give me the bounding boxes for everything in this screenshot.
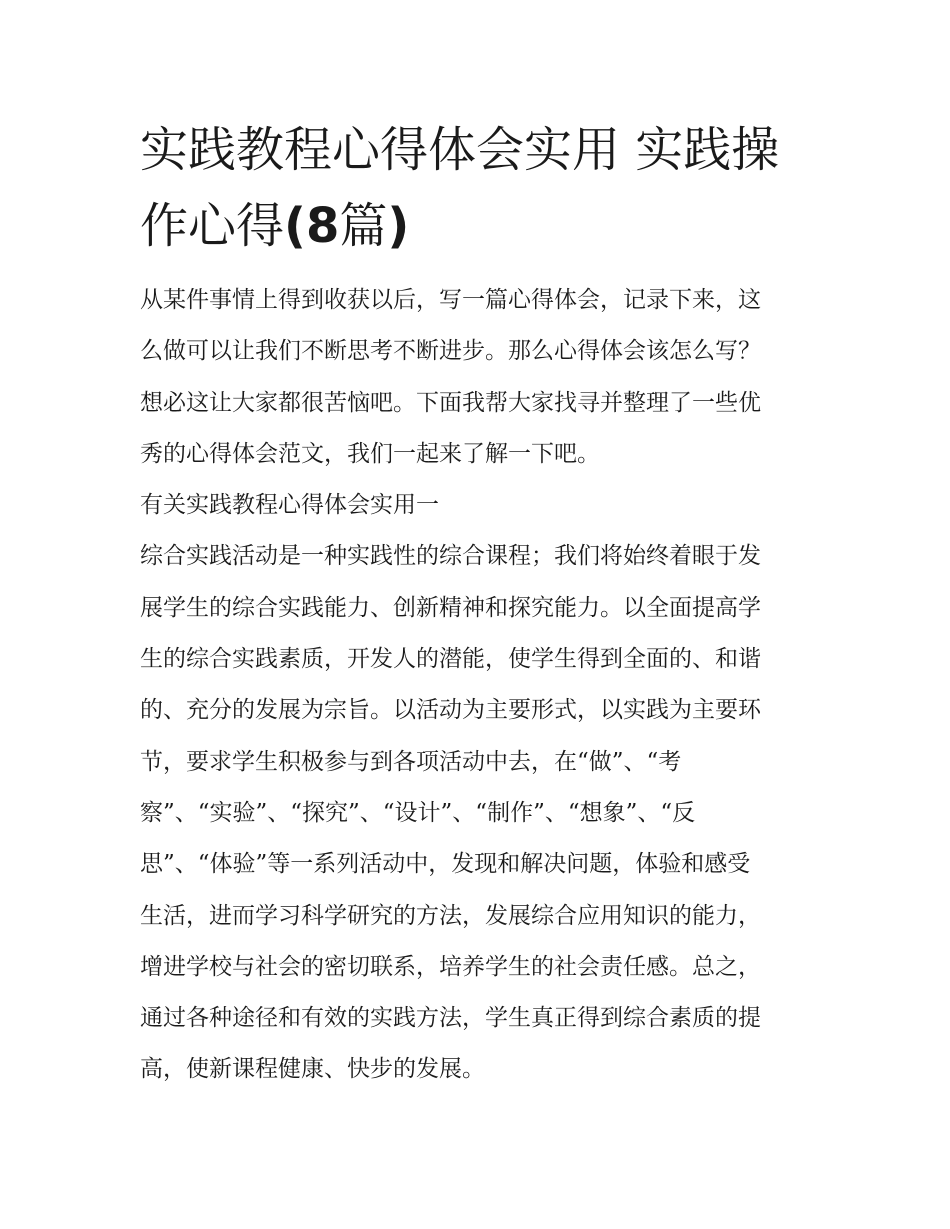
section-line: 的、充分的发展为宗旨。以活动为主要形式，以实践为主要环 (140, 697, 761, 724)
section-line: 生活，进而学习科学研究的方法，发展综合应用知识的能力， (140, 902, 761, 929)
intro-line: 想必这让大家都很苦恼吧。下面我帮大家找寻并整理了一些优 (140, 389, 761, 416)
section-line: 综合实践活动是一种实践性的综合课程；我们将始终着眼于发 (140, 543, 761, 570)
document-title (140, 112, 820, 264)
document-body (140, 275, 820, 1096)
intro-line: 从某件事情上得到收获以后，写一篇心得体会，记录下来，这 (140, 287, 761, 313)
section-heading: 有关实践教程心得体会实用一 (140, 492, 439, 519)
section-line: 察”、“实验”、“探究”、“设计”、“制作”、“想象”、“反 (140, 799, 696, 826)
section-line: 通过各种途径和有效的实践方法，学生真正得到综合素质的提 (140, 1005, 761, 1032)
section-line: 展学生的综合实践能力、创新精神和探究能力。以全面提高学 (140, 594, 761, 621)
intro-line: 么做可以让我们不断思考不断进步。那么心得体会该怎么写？ (140, 338, 761, 365)
section-line: 节，要求学生积极参与到各项活动中去，在“做”、“考 (140, 748, 682, 775)
section-line: 增进学校与社会的密切联系，培养学生的社会责任感。总之， (140, 953, 761, 980)
section-line: 高，使新课程健康、快步的发展。 (140, 1056, 485, 1083)
section-line: 生的综合实践素质，开发人的潜能，使学生得到全面的、和谐 (140, 646, 761, 673)
title-line-2: 作心得(8篇) (140, 198, 410, 254)
title-line-1: 实践教程心得体会实用 实践操 (140, 122, 780, 178)
section-line: 思”、“体验”等一系列活动中，发现和解决问题，体验和感受 (140, 851, 751, 878)
intro-line: 秀的心得体会范文，我们一起来了解一下吧。 (140, 440, 600, 467)
